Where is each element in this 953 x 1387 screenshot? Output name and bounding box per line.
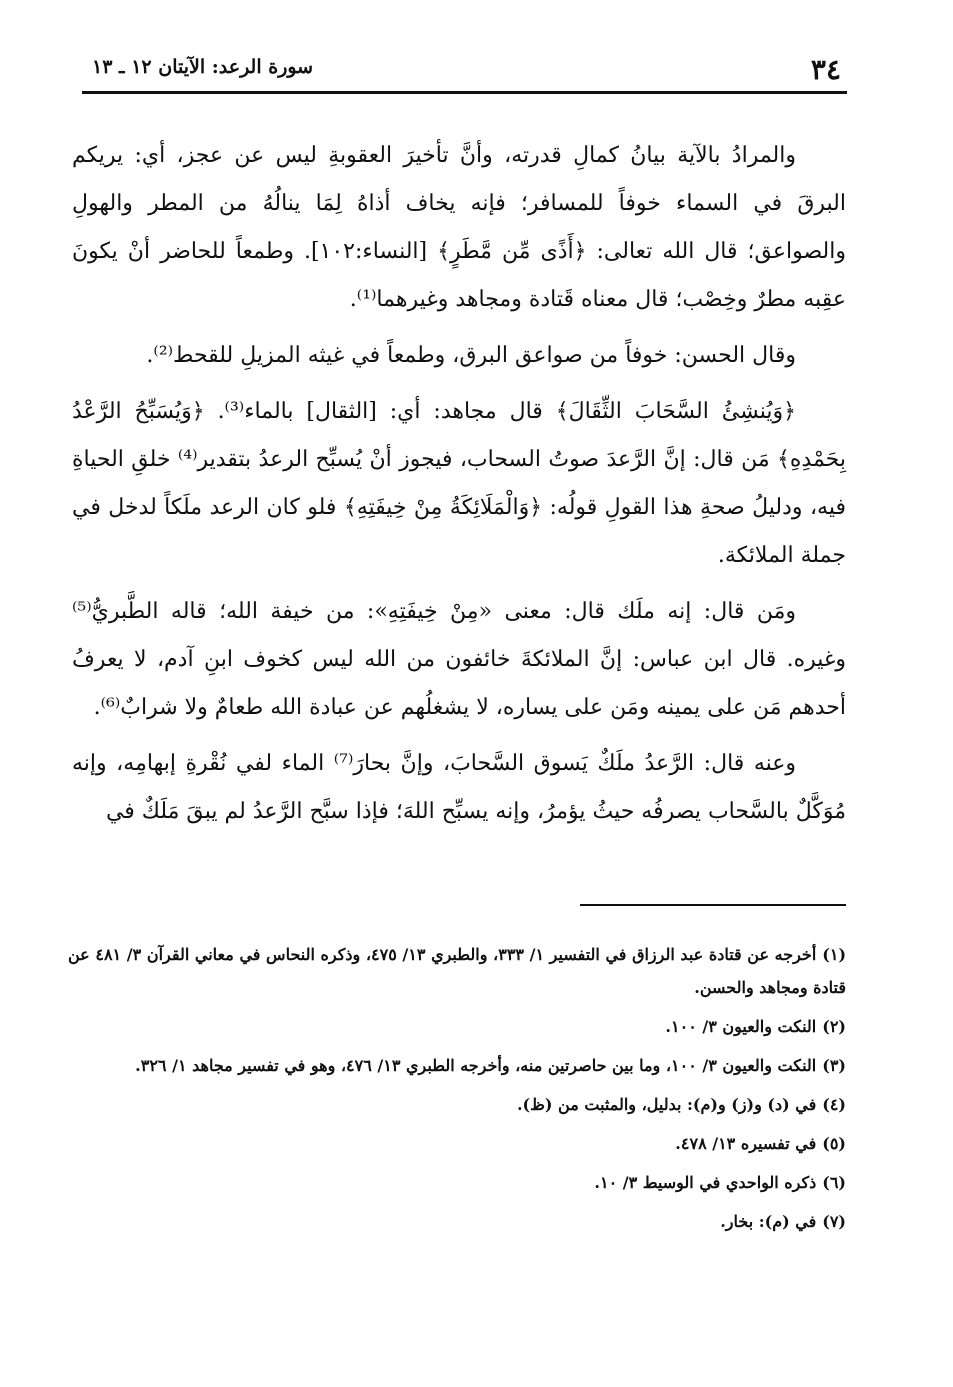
footnote-number: (٧) (822, 1212, 846, 1231)
page-header (82, 50, 847, 94)
paragraph: وعنه قال: الرَّعدُ ملَكٌ يَسوق السَّحابَ، وإنَّ بحارَ⁽⁷⁾ الماء لفي نُقْرةِ إبهامِه، وإنه مُوَكَّلٌ بالسَّحاب يصرفُه حيثُ يؤمرُ، وإنه يسبِّح اللهَ؛ فإذا سبَّح الرَّعدُ لم يبقَ مَلَكٌ في (72, 751, 846, 824)
paragraph: ومَن قال: إنه ملَك قال: معنى «مِنْ خِيفَتِهِ»: من خيفة الله؛ قاله الطَّبريُّ⁽⁵⁾ وغيره. قال ابن عباس: إنَّ الملائكةَ خائفون من الله ليس كخوف ابنِ آدم، لا يعرفُ أحدهم مَن على يمينه ومَن على يساره، لا يشغلُهم عن عبادة الله طعامٌ ولا شرابٌ⁽⁶⁾. (72, 599, 846, 720)
footnote-text: في (م): بخار. (720, 1212, 817, 1231)
header-rule (82, 91, 847, 94)
footnote (68, 1166, 846, 1199)
footnote-number: (١) (822, 945, 847, 964)
footnote-text: النكت والعيون ٣/ ١٠٠. (665, 1017, 817, 1036)
footnote (68, 1127, 846, 1160)
paragraph: والمرادُ بالآية بيانُ كمالِ قدرته، وأنَّ تأخيرَ العقوبةِ ليس عن عجز، أي: يريكم البرقَ في السماء خوفاً للمسافر؛ فإنه يخاف أذاهُ لِمَا ينالُهُ من المطر والهولِ والصواعق؛ قال الله تعالى: ﴿أَذًى مِّن مَّطَرٍ﴾ [النساء:١٠٢]. وطمعاً للحاضر أنْ يكونَ عقِبه مطرٌ وخِصْب؛ قال معناه قَتادة ومجاهد وغيرهما⁽¹⁾. (72, 143, 846, 312)
footnote (68, 1010, 846, 1043)
footnote-text: في (د) و(ز) و(م): بدليل، والمثبت من (ظ). (516, 1095, 817, 1114)
footnotes (68, 938, 846, 1244)
footnote-text: النكت والعيون ٣/ ١٠٠، وما بين حاصرتين منه، وأخرجه الطبري ١٣/ ٤٧٦، وهو في تفسير مجاهد ١/ ٣٢٦. (135, 1056, 817, 1075)
paragraph: ﴿وَيُنشِئُ السَّحَابَ الثِّقَالَ﴾ قال مجاهد: أي: [الثقال] بالماء⁽³⁾. ﴿وَيُسَبِّحُ الرَّعْدُ بِحَمْدِهِ﴾ مَن قال: إنَّ الرَّعدَ صوتُ السحاب، فيجوز أنْ يُسبِّح الرعدُ بتقدير⁽⁴⁾ خلقِ الحياةِ فيه، ودليلُ صحةِ هذا القولِ قولُه: ﴿وَالْمَلَائِكَةُ مِنْ خِيفَتِهِ﴾ فلو كان الرعد ملَكاً لدخل في جملة الملائكة. (72, 399, 846, 568)
main-text (72, 132, 846, 844)
footnote-number: (٤) (822, 1095, 846, 1114)
paragraph: وقال الحسن: خوفاً من صواعق البرق، وطمعاً في غيثه المزيلِ للقحط⁽²⁾. (146, 343, 796, 368)
page-number: ٣٤ (810, 53, 841, 86)
footnote-text: ذكره الواحدي في الوسيط ٣/ ١٠. (594, 1173, 817, 1192)
footnote-number: (٢) (822, 1017, 846, 1036)
running-title: سورة الرعد: الآيتان ١٢ ـ ١٣ (92, 56, 314, 78)
footnote (68, 938, 846, 1004)
footnote-text: في تفسيره ١٣/ ٤٧٨. (675, 1134, 817, 1153)
footnote-text: أخرجه عن قتادة عبد الرزاق في التفسير ١/ ٣٣٣، والطبري ١٣/ ٤٧٥، وذكره النحاس في معاني القرآن ٣/ ٤٨١ عن قتادة ومجاهد والحسن. (68, 945, 846, 997)
footnote-number: (٦) (822, 1173, 846, 1192)
footnote-number: (٥) (822, 1134, 846, 1153)
footnote (68, 1205, 846, 1238)
footnote-separator (580, 904, 846, 906)
footnote-number: (٣) (822, 1056, 846, 1075)
footnote (68, 1049, 846, 1082)
footnote (68, 1088, 846, 1121)
